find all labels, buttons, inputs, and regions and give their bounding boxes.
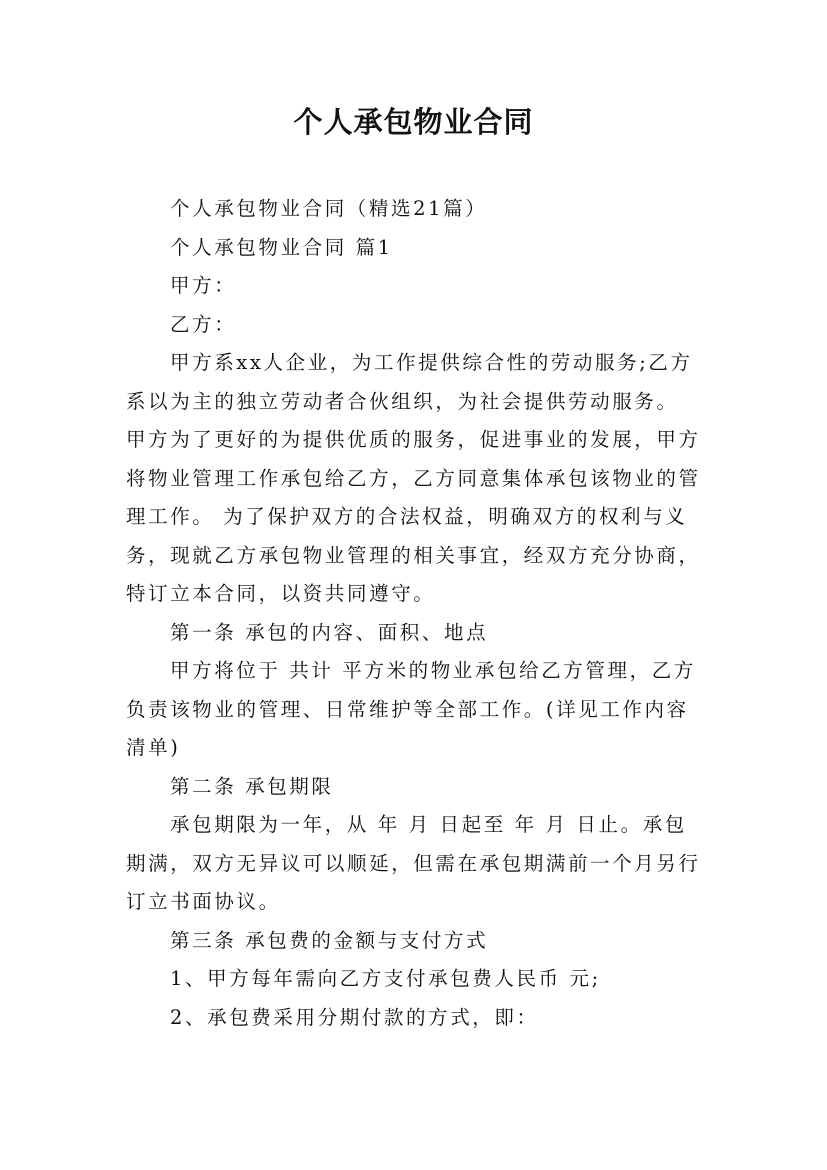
text-line: 期满，双方无异议可以顺延，但需在承包期满前一个月另行 [126,851,701,875]
text-line: 乙方： [170,312,237,336]
text-line: 承包期限为一年，从 年 月 日起至 年 月 日止。承包 [170,813,687,836]
text-line: 第三条 承包费的金额与支付方式 [170,928,489,952]
text-line: 1、甲方每年需向乙方支付承包费人民币 元; [170,967,601,990]
text-line: 将物业管理工作承包给乙方，乙方同意集体承包该物业的管 [126,466,701,490]
text-line: 甲方将位于 共计 平方米的物业承包给乙方管理，乙方 [170,659,696,682]
text-line: 个人承包物业合同 篇1 [170,235,393,259]
text-line: 清单) [126,736,181,759]
text-line: 甲方： [170,274,237,297]
text-line: 个人承包物业合同（精选21篇） [170,197,488,220]
text-line: 负责该物业的管理、日常维护等全部工作。(详见工作内容 [126,697,689,721]
document-title: 个人承包物业合同 [293,105,534,139]
text-line: 第二条 承包期限 [170,774,334,798]
text-line: 理工作。 为了保护双方的合法权益，明确双方的权利与义 [126,505,688,528]
text-line: 甲方系xx人企业，为工作提供综合性的劳动服务;乙方 [170,351,693,374]
text-line: 2、承包费采用分期付款的方式，即： [170,1005,539,1029]
text-line: 务，现就乙方承包物业管理的相关事宜，经双方充分协商， [126,543,701,567]
text-line: 第一条 承包的内容、面积、地点 [170,620,489,644]
text-line: 特订立本合同，以资共同遵守。 [126,582,436,605]
text-line: 甲方为了更好的为提供优质的服务，促进事业的发展，甲方 [126,428,701,451]
text-line: 系以为主的独立劳动者合伙组织，为社会提供劳动服务。 [126,389,679,413]
text-line: 订立书面协议。 [126,890,281,913]
document-body [126,190,706,1037]
